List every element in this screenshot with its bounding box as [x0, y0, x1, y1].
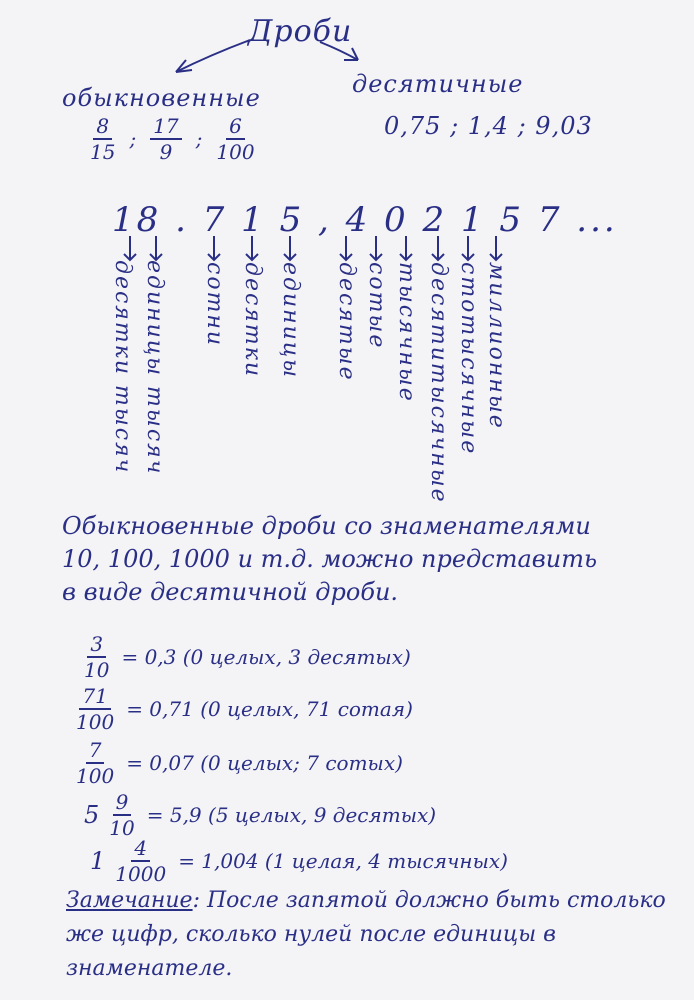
denominator: 9 — [159, 140, 173, 164]
remark-note — [66, 884, 676, 986]
fraction — [216, 114, 254, 164]
category-common: обыкновенные — [62, 84, 261, 112]
place-label: десятитысячные — [426, 262, 451, 504]
down-arrow — [208, 236, 220, 260]
place-label: десятые — [334, 262, 359, 382]
equation-result: = 0,3 (0 целых, 3 десятых) — [121, 645, 411, 669]
down-arrow — [370, 236, 382, 260]
fraction — [90, 114, 115, 164]
page-title: Дроби — [248, 14, 353, 49]
place-label: тысячные — [394, 262, 419, 403]
left-arrow — [176, 40, 250, 72]
denominator: 100 — [216, 140, 255, 164]
equation-result: = 0,71 (0 целых, 71 сотая) — [126, 697, 413, 721]
denominator: 10 — [84, 658, 110, 682]
example-equation — [84, 790, 436, 840]
example-equation — [66, 738, 403, 788]
denominator: 15 — [90, 140, 116, 164]
rule-line: Обыкновенные дроби со знаменателями — [62, 512, 591, 540]
down-arrow — [284, 236, 296, 260]
numerator: 7 — [86, 738, 105, 764]
place-label: десятки тысяч — [110, 260, 135, 475]
common-fraction-examples — [84, 114, 261, 164]
example-number: 18 . 7 1 5 , 4 0 2 1 5 7 ... — [112, 200, 618, 240]
example-equation — [74, 632, 411, 682]
example-equation — [66, 684, 413, 734]
fraction — [109, 790, 134, 840]
remark-text: : После запятой должно быть столько же цифр, сколько нулей после единицы в знаменателе. — [66, 888, 666, 981]
numerator: 9 — [113, 790, 132, 816]
numerator: 8 — [93, 114, 112, 140]
place-label: сотни — [202, 262, 227, 348]
rule-line: в виде десятичной дроби. — [62, 578, 399, 606]
fraction — [76, 684, 114, 734]
down-arrow — [150, 236, 162, 260]
fraction — [84, 632, 109, 682]
denominator: 10 — [109, 816, 135, 840]
decimal-examples: 0,75 ; 1,4 ; 9,03 — [384, 112, 593, 140]
denominator: 100 — [76, 764, 115, 788]
place-label: единицы — [278, 262, 303, 380]
right-arrow — [320, 42, 358, 60]
down-arrow — [340, 236, 352, 260]
down-arrow — [490, 236, 502, 260]
denominator: 100 — [76, 710, 115, 734]
rule-text — [62, 510, 662, 609]
separator: ; — [129, 127, 137, 151]
example-equation — [90, 836, 508, 886]
down-arrow — [462, 236, 474, 260]
place-label: единицы тысяч — [142, 260, 167, 476]
whole-part: 5 — [84, 801, 100, 829]
numerator: 4 — [131, 836, 150, 862]
rule-line: 10, 100, 1000 и т.д. можно представить — [62, 545, 598, 573]
down-arrow — [246, 236, 258, 260]
numerator: 3 — [87, 632, 106, 658]
whole-part: 1 — [90, 847, 106, 875]
place-label: миллионные — [484, 262, 509, 430]
separator: ; — [195, 127, 203, 151]
fraction — [76, 738, 114, 788]
down-arrow — [124, 236, 136, 260]
place-label: стотысячные — [456, 262, 481, 456]
numerator: 6 — [226, 114, 245, 140]
numerator: 17 — [150, 114, 181, 140]
remark-heading: Замечание — [66, 888, 193, 913]
place-label: десятки — [240, 262, 265, 379]
equation-result: = 5,9 (5 целых, 9 десятых) — [146, 803, 437, 827]
down-arrow — [432, 236, 444, 260]
category-decimal: десятичные — [352, 70, 524, 98]
numerator: 71 — [79, 684, 110, 710]
place-label: сотые — [364, 262, 389, 350]
down-arrow — [400, 236, 412, 260]
denominator: 1000 — [115, 862, 167, 886]
equation-result: = 0,07 (0 целых; 7 сотых) — [126, 751, 403, 775]
equation-result: = 1,004 (1 целая, 4 тысячных) — [178, 849, 508, 873]
fraction — [115, 836, 166, 886]
fraction — [150, 114, 181, 164]
